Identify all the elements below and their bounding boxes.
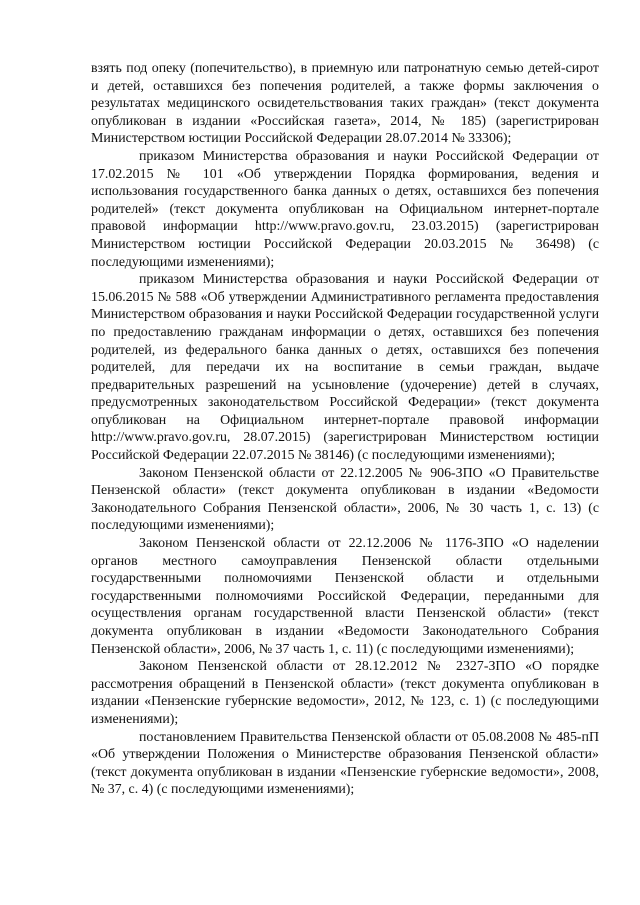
paragraph-law-906: Законом Пензенской области от 22.12.2005 № 906-ЗПО «О Правительстве Пензенской области» (текст документа опубликован в издании «Ведомости Законодательного Собрания Пензенской области», 2006, № 30 часть 1, с. 13) (с последующими изменениями); bbox=[91, 465, 599, 534]
paragraph-law-1176: Законом Пензенской области от 22.12.2006 № 1176-ЗПО «О наделении органов местного самоуправления Пензенской области отдельными государственными полномочиями Пензенской области и отдельными государственными полномочиями Российской Федерации, переданными для осуществления органам государственной власти Пензенской области» (текст документа опубликован в издании «Ведомости Законодательного Собрания Пензенской области», 2006, № 37 часть 1, с. 11) (с последующими изменениями); bbox=[91, 536, 599, 657]
document-body bbox=[91, 60, 599, 799]
paragraph-order-101: приказом Министерства образования и науки Российской Федерации от 17.02.2015 № 101 «Об утверждении Порядка формирования, ведения и использования государственного банка данных о детях, оставшихся без попечения родителей» (текст документа опубликован на Официальном интернет-портале правовой информации http://www.pravo.gov.ru, 23.03.2015) (зарегистрирован Министерством юстиции Российской Федерации 20.03.2015 № 36498) (с последующими изменениями); bbox=[91, 148, 599, 270]
paragraph-order-588: приказом Министерства образования и науки Российской Федерации от 15.06.2015 № 588 «Об утверждении Административного регламента предоставления Министерством образования и науки Российской Федерации государственной услуги по предоставлению гражданам информации о детях, оставшихся без попечения родителей, из федерального банка данных о детях, оставшихся без попечения родителей, для передачи их на воспитание в семьи граждан, выдаче предварительных разрешений на усыновление (удочерение) детей в случаях, предусмотренных законодательством Российской Федерации» (текст документа опубликован на Официальном интернет-портале правовой информации http://www.pravo.gov.ru, 28.07.2015) (зарегистрирован Министерством юстиции Российской Федерации 22.07.2015 № 38146) (с последующими изменениями); bbox=[91, 272, 599, 464]
paragraph-resolution-485: постановлением Правительства Пензенской области от 05.08.2008 № 485-пП «Об утверждении Положения о Министерстве образования Пензенской области» (текст документа опубликован в издании «Пензенские губернские ведомости», 2008, № 37, с. 4) (с последующими изменениями); bbox=[91, 729, 599, 798]
paragraph-law-2327: Законом Пензенской области от 28.12.2012 № 2327-ЗПО «О порядке рассмотрения обращений в Пензенской области» (текст документа опубликован в издании «Пензенские губернские ведомости», 2012, № 123, с. 1) (с последующими изменениями); bbox=[91, 659, 599, 727]
paragraph-guardianship-continuation: взять под опеку (попечительство), в приемную или патронатную семью детей-сирот и детей, оставшихся без попечения родителей, а также формы заключения о результатах медицинского освидетельствования таких граждан» (текст документа опубликован в издании «Российская газета», 2014, № 185) (зарегистрирован Министерством юстиции Российской Федерации 28.07.2014 № 33306); bbox=[91, 61, 599, 147]
